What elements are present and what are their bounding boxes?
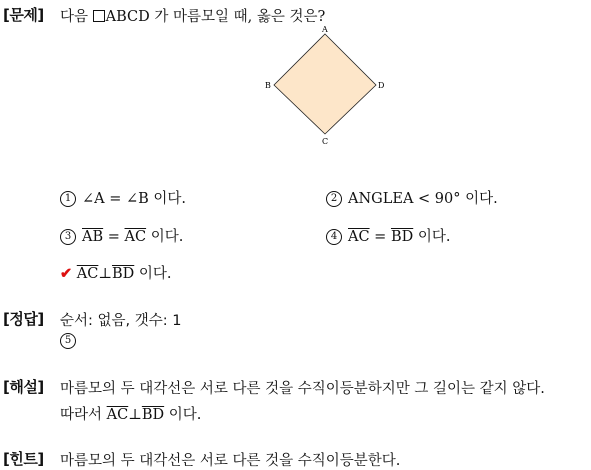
explanation-seg-b: $\overline{BD}$ [141,407,165,423]
choice-1-number: 1 [60,191,76,207]
choice-2-number: 2 [326,191,342,207]
choice-3-seg-a: $\overline{AB}$ [82,229,104,245]
choice-2-suffix: 이다. [465,191,498,207]
vertex-b-label: B [265,81,271,90]
choice-1-suffix: 이다. [153,191,187,207]
explanation-line-1: 마름모의 두 대각선은 서로 다른 것을 수직이등분하지만 그 길이는 같지 않다. [60,381,545,397]
hint-label: [힌트] [3,450,44,468]
hint-text: 마름모의 두 대각선은 서로 다른 것을 수직이등분한다. [60,453,401,469]
vertex-a-label: A [322,25,328,34]
choice-4-suffix: 이다. [417,229,451,245]
answer-label: [정답] [3,310,44,328]
explanation-perp: ⊥ [128,407,142,423]
choice-3-suffix: 이다. [150,229,184,245]
choice-3-seg-b: $\overline{AC}$ [124,229,147,245]
choice-5-seg-b: $\overline{BD}$ [111,266,135,282]
choice-5-suffix: 이다. [138,266,172,282]
explanation-label: [해설] [3,378,44,396]
explanation-suffix: 이다. [168,407,202,423]
question-suffix: 가 마름모일 때, 옳은 것은? [154,9,326,25]
correct-check-icon: ✔ [60,265,73,282]
problem-label: [문제] [3,6,44,24]
vertex-c-label: C [322,137,329,146]
choice-3-number: 3 [60,229,76,245]
choice-5-perp: ⊥ [98,266,112,282]
choice-1 [60,187,186,208]
choice-4-seg-a: $\overline{AC}$ [348,229,370,245]
choice-5-seg-a: $\overline{AC}$ [76,266,99,282]
explanation-seg-a: $\overline{AC}$ [106,407,129,423]
choice-4-seg-b: $\overline{BD}$ [390,229,414,245]
choice-5 [60,262,172,283]
square-icon [93,10,105,22]
answer-line: 순서: 없음, 갯수: 1 [60,313,182,329]
answer-number-row [60,333,82,349]
choice-4-eq: = [369,229,391,245]
rhombus-figure [255,22,395,148]
choice-1-expr: ∠A = ∠B [82,191,149,207]
choice-4-number: 4 [326,229,342,245]
answer-number: 5 [60,333,76,349]
question-prefix: 다음 [60,9,89,25]
explanation-line-2 [60,403,201,424]
shape-name: ABCD [105,9,150,25]
choice-3-eq: = [103,229,125,245]
choice-3 [60,225,183,246]
choice-2-expr: ANGLEA < 90° [348,191,461,207]
explanation-prefix: 따라서 [60,407,103,423]
rhombus-shape [274,34,376,134]
choice-2 [326,187,498,208]
vertex-d-label: D [378,81,385,90]
choice-4 [326,225,450,246]
